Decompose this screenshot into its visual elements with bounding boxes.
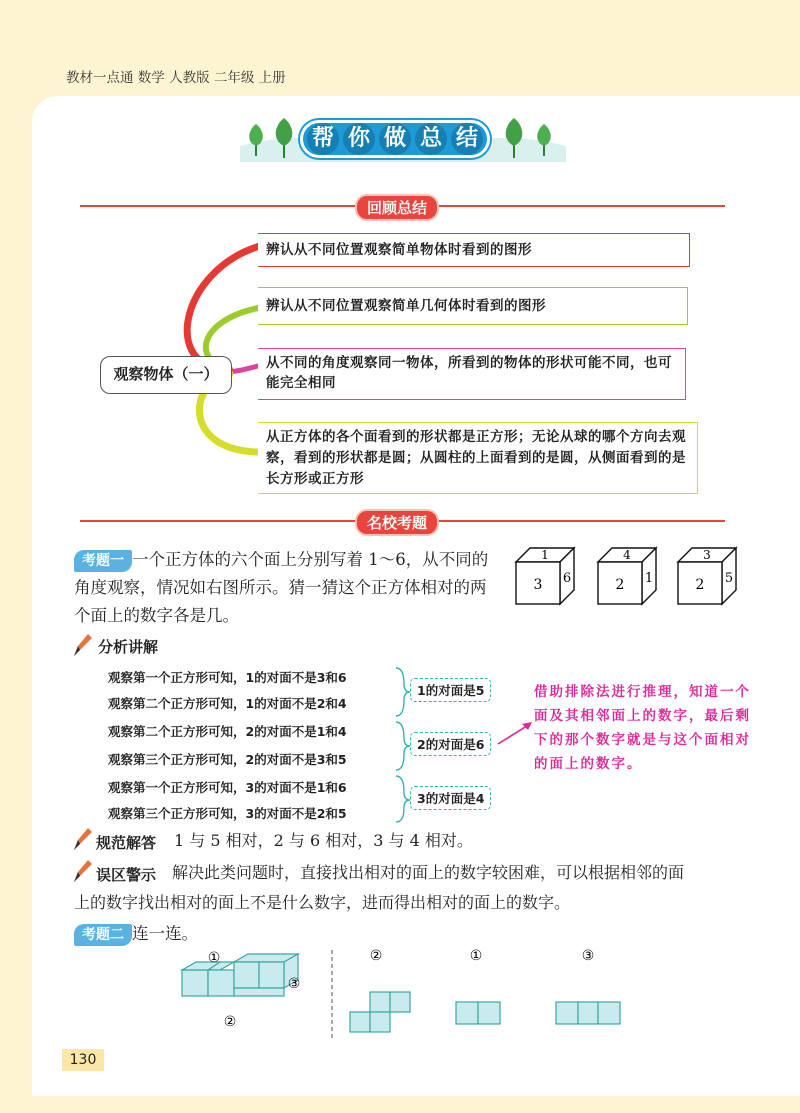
view-figure-2 [456, 1002, 500, 1024]
section-tag-exam: 名校考题 [355, 509, 439, 536]
section-tag-review: 回顾总结 [355, 194, 439, 221]
page-number: 130 [62, 1049, 104, 1071]
pencil-icon [70, 858, 92, 884]
cube-3-side: 5 [724, 571, 734, 586]
analysis-step: 观察第一个正方形可知，3的对面不是1和6 [108, 780, 347, 795]
cube-3-front: 2 [695, 577, 705, 593]
view-figure-1 [350, 992, 410, 1032]
right-marker-1: ② [369, 948, 383, 964]
analysis-title: 分析讲解 [98, 638, 159, 656]
question-2-text: 连一连。 [132, 924, 198, 943]
analysis-note: 借助排除法进行推理，知道一个面及其相邻面上的数字，最后剩下的那个数字就是与这个面相对的面上的数字。 [534, 684, 751, 772]
cube-1-front: 3 [533, 577, 543, 593]
analysis-step: 观察第二个正方形可知，1的对面不是2和4 [108, 696, 347, 711]
answer-title: 规范解答 [96, 834, 157, 852]
question-1-line2: 角度观察，情况如右图所示。猜一猜这个正方体相对的两 [74, 578, 487, 597]
cube-2-front: 2 [615, 577, 625, 593]
pencil-icon [70, 826, 92, 852]
conclusion-3: 3的对面是4 [410, 786, 491, 810]
cube-1-side: 6 [562, 571, 572, 586]
cube-2-side: 1 [644, 571, 654, 586]
analysis-braces [392, 664, 412, 824]
mindmap-branch-4: 从正方体的各个面看到的形状都是正方形；无论从球的哪个方向去观察，看到的形状都是圆；从圆柱的上面看到的是圆，从侧面看到的是长方形或正方形 [258, 422, 698, 494]
arrow-icon [496, 718, 536, 748]
banner-char: 做 [379, 123, 411, 155]
solid-figure [182, 954, 298, 996]
warning-title: 误区警示 [96, 866, 157, 884]
banner-char: 总 [415, 123, 447, 155]
question-2-label: 考题二 [74, 924, 132, 946]
banner-char: 你 [343, 123, 375, 155]
cube-1 [516, 548, 574, 604]
cube-3-top: 3 [703, 548, 711, 562]
left-marker-1: ① [207, 950, 221, 966]
mindmap-branch-2: 辨认从不同位置观察简单几何体时看到的图形 [258, 287, 688, 325]
mindmap-branch-1: 辨认从不同位置观察简单物体时看到的图形 [258, 233, 690, 267]
view-figure-3 [556, 1002, 620, 1024]
running-header: 教材一点通 数学 人教版 二年级 上册 [66, 70, 286, 86]
banner-title [300, 120, 490, 158]
cube-figures [512, 546, 742, 606]
warning-line2: 上的数字找出相对的面上不是什么数字，进而得出相对的面上的数字。 [74, 893, 571, 912]
analysis-step: 观察第三个正方形可知，2的对面不是3和5 [108, 752, 347, 767]
connect-figures [170, 944, 640, 1044]
tree-icon-right [492, 118, 572, 162]
right-marker-2: ① [469, 948, 483, 964]
question-1-line1: 一个正方体的六个面上分别写着 1～6，从不同的 [132, 550, 489, 569]
question-1 [74, 546, 514, 630]
conclusion-1: 1的对面是5 [410, 678, 491, 702]
right-marker-3: ③ [581, 948, 595, 964]
left-marker-2: ② [223, 1014, 237, 1030]
cube-2 [598, 548, 656, 604]
conclusion-2: 2的对面是6 [410, 732, 491, 756]
pencil-icon [70, 632, 92, 658]
question-1-line3: 个面上的数字各是几。 [74, 606, 239, 625]
analysis-step: 观察第一个正方形可知，1的对面不是3和6 [108, 670, 347, 685]
mindmap-branch-3: 从不同的角度观察同一物体，所看到的物体的形状可能不同，也可能完全相同 [258, 348, 686, 400]
mindmap-center: 观察物体（一） [100, 356, 232, 394]
left-marker-3: ③ [287, 976, 301, 992]
analysis-step: 观察第二个正方形可知，2的对面不是1和4 [108, 724, 347, 739]
banner-char: 结 [451, 123, 483, 155]
question-2 [74, 920, 198, 946]
cube-3 [678, 548, 736, 604]
analysis-step: 观察第三个正方形可知，3的对面不是2和5 [108, 806, 347, 821]
cube-2-top: 4 [623, 548, 631, 562]
answer-text: 1 与 5 相对，2 与 6 相对，3 与 4 相对。 [174, 831, 473, 850]
warning-line1: 解决此类问题时，直接找出相对的面上的数字较困难，可以根据相邻的面 [172, 863, 685, 882]
banner-char: 帮 [307, 123, 339, 155]
question-1-label: 考题一 [74, 550, 132, 572]
cube-1-top: 1 [541, 548, 549, 562]
